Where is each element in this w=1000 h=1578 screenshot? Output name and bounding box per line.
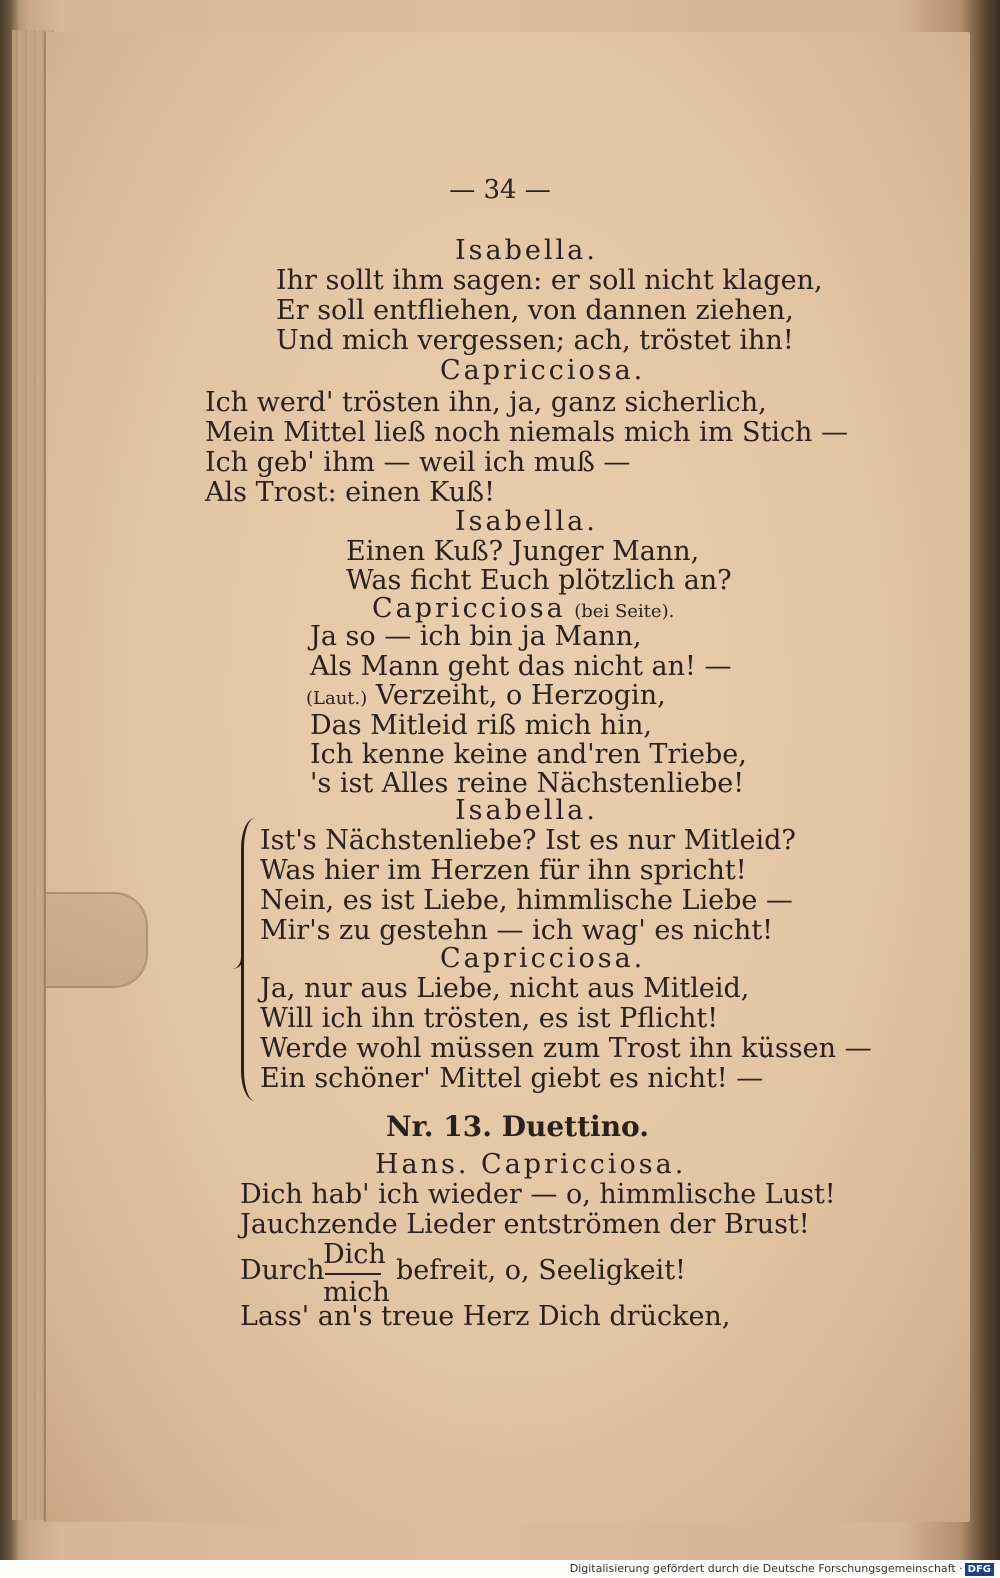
- stage-direction: (Laut.): [306, 688, 368, 709]
- verse-line: Als Trost: einen Kuß!: [205, 477, 495, 508]
- verse-line: Was ficht Euch plötzlich an?: [346, 565, 732, 596]
- verse-line: Ich werd' trösten ihn, ja, ganz sicherlich,: [205, 387, 767, 418]
- fraction-bar: [325, 1273, 381, 1275]
- verse-line: Ich geb' ihm — weil ich muß —: [205, 447, 631, 478]
- footer-text: Digitalisierung gefördert durch die Deutsche Forschungsgemeinschaft ·: [569, 1562, 963, 1575]
- speaker-name: Isabella.: [455, 235, 598, 266]
- page-stain: [46, 892, 148, 988]
- verse-line: Als Mann geht das nicht an! —: [310, 651, 732, 682]
- section-heading: Nr. 13. Duettino.: [386, 1110, 649, 1143]
- digitization-footer: [0, 1560, 1000, 1578]
- speaker-name: Hans. Capricciosa.: [375, 1149, 687, 1180]
- verse-line: Jauchzende Lieder entströmen der Brust!: [240, 1209, 810, 1240]
- verse-line: 's ist Alles reine Nächstenliebe!: [310, 768, 745, 799]
- verse-line-suffix: befreit, o, Seeligkeit!: [396, 1255, 686, 1286]
- verse-line: Mir's zu gestehn — ich wag' es nicht!: [260, 915, 774, 946]
- dfg-logo: DFG: [965, 1563, 994, 1576]
- fraction-numerator: Dich: [323, 1239, 386, 1270]
- verse-line: Und mich vergessen; ach, tröstet ihn!: [276, 325, 794, 356]
- verse-line: Einen Kuß? Junger Mann,: [346, 536, 700, 567]
- verse-text: Verzeiht, o Herzogin,: [375, 680, 666, 711]
- fraction: [323, 1239, 390, 1308]
- speaker-name: Capricciosa.: [440, 943, 646, 974]
- verse-line: Er soll entfliehen, von dannen ziehen,: [276, 295, 794, 326]
- verse-line: Ist's Nächstenliebe? Ist es nur Mitleid?: [260, 825, 796, 856]
- verse-line: Werde wohl müssen zum Trost ihn küssen —: [260, 1033, 872, 1064]
- verse-line: Das Mitleid riß mich hin,: [310, 710, 652, 741]
- verse-line: Will ich ihn trösten, es ist Pflicht!: [260, 1003, 719, 1034]
- verse-line: Was hier im Herzen für ihn spricht!: [260, 855, 747, 886]
- verse-line: Mein Mittel ließ noch niemals mich im Stich —: [205, 417, 849, 448]
- speaker-name: Isabella.: [455, 795, 598, 826]
- verse-line-prefix: Durch: [240, 1255, 325, 1286]
- fraction-denominator: mich: [323, 1277, 390, 1308]
- page-number: — 34 —: [449, 175, 551, 205]
- speaker-name: Isabella.: [455, 506, 598, 537]
- verse-line: Ja, nur aus Liebe, nicht aus Mitleid,: [260, 973, 750, 1004]
- verse-line: Ich kenne keine and'ren Triebe,: [310, 739, 747, 770]
- verse-line: [306, 681, 666, 714]
- bracket-brace: [241, 818, 260, 1101]
- verse-line: Ihr sollt ihm sagen: er soll nicht klagen,: [276, 265, 823, 296]
- stage-direction: (bei Seite).: [574, 601, 675, 622]
- verse-line: Nein, es ist Liebe, himmlische Liebe —: [260, 885, 793, 916]
- verse-line: Lass' an's treue Herz Dich drücken,: [240, 1301, 731, 1332]
- verse-line: Ja so — ich bin ja Mann,: [310, 621, 642, 652]
- speaker-name: Capricciosa: [372, 593, 566, 624]
- speaker-name: Capricciosa.: [440, 355, 646, 386]
- verse-line: Dich hab' ich wieder — o, himmlische Lust!: [240, 1179, 836, 1210]
- verse-line: Ein schöner' Mittel giebt es nicht! —: [260, 1063, 764, 1094]
